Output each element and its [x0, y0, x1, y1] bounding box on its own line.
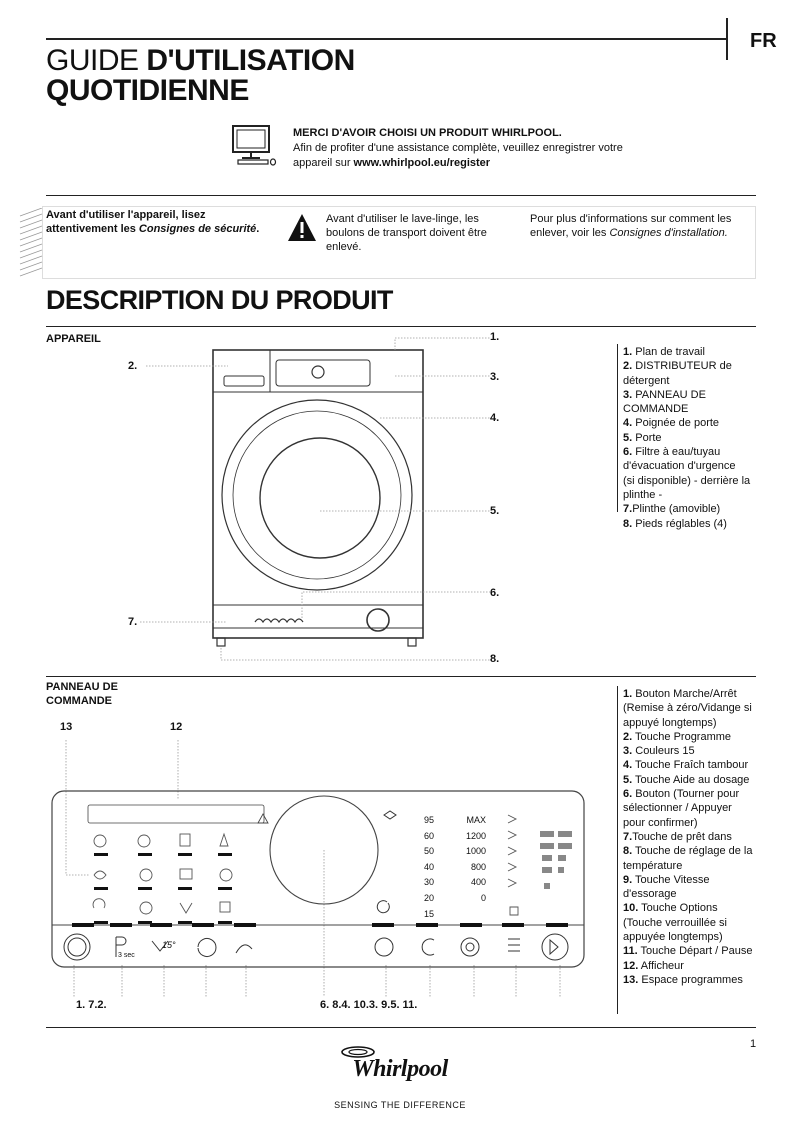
detergent-drawer [224, 376, 264, 386]
legend-item [623, 416, 763, 430]
warning-icon-small [258, 814, 268, 823]
bottom-mid-callouts: 6. 8.4. 10.3. 9.5. 11. [320, 999, 418, 1011]
brand-name: Whirlpool [352, 1056, 448, 1082]
appliance-legend [623, 345, 763, 531]
legend-item [623, 844, 763, 858]
temp-95: 95 [424, 815, 435, 825]
title-bold: D'UTILISATION [146, 44, 355, 77]
speed-1000: 1000 [465, 846, 486, 857]
legend-item [623, 887, 763, 901]
legend-num: 2. [623, 730, 633, 743]
callout-2: 2. [128, 360, 138, 372]
legend-text: Bouton (Tourner pour [632, 788, 740, 801]
legend-item [623, 787, 763, 801]
legend-item [623, 701, 763, 715]
computer-icon [230, 124, 278, 168]
legend-text: Pieds réglables (4) [632, 517, 727, 530]
plinth-pattern [255, 619, 303, 622]
temp-20: 20 [424, 892, 435, 903]
foot-right [408, 638, 416, 646]
legend-text: Touche Fraîch tambour [632, 759, 749, 772]
legend-item [623, 901, 763, 915]
legend-num: 13. [623, 973, 639, 986]
program-hold-label: 3 sec [118, 952, 135, 959]
legend-num: 4. [623, 417, 633, 430]
panel-label-line2: COMMANDE [46, 695, 112, 707]
legend-num: 10. [623, 902, 639, 915]
callout-5: 5. [490, 505, 500, 517]
program-knob [312, 366, 324, 378]
legend-item [623, 816, 763, 830]
legend-item [623, 359, 763, 373]
legend-item [623, 431, 763, 445]
legend-num: 1. [623, 688, 633, 700]
safety-note [46, 208, 276, 236]
legend-item [623, 488, 763, 502]
registration-line2: appareil sur [293, 157, 354, 169]
page-title [46, 46, 355, 106]
brand-logo [330, 1056, 470, 1083]
legend-text: Touche Options [638, 902, 718, 915]
legend-item [623, 345, 763, 359]
legend-item [623, 374, 763, 388]
legend-text: d'évacuation d'urgence [623, 460, 736, 473]
temp-30: 30 [424, 877, 435, 888]
legend-text: PANNEAU DE [632, 388, 706, 401]
legend-item [623, 445, 763, 459]
legend-text: Poignée de porte [632, 417, 720, 430]
speed-column [460, 813, 486, 907]
indicator-bars [72, 853, 568, 927]
legend-text: Touche Aide au dosage [632, 773, 750, 786]
door-outer [222, 400, 412, 590]
legend-text: DISTRIBUTEUR de [632, 360, 732, 373]
speed-800: 800 [470, 861, 486, 872]
legend-text: d'essorage [623, 888, 677, 901]
legend-item [623, 502, 763, 516]
installation-note-prefix: Pour plus d'informations sur comment les enlever, voir les [530, 213, 732, 239]
temperature-column [424, 813, 434, 922]
legend-num: 3. [623, 745, 633, 758]
registration-url[interactable]: www.whirlpool.eu/register [353, 157, 491, 169]
legend-text: détergent [623, 374, 670, 387]
page-number: 1 [750, 1038, 757, 1050]
legend-num: 12. [623, 959, 639, 972]
legend-item [623, 830, 763, 844]
legend-num: 11. [623, 945, 638, 958]
legend-item [623, 687, 763, 701]
legend-item [623, 744, 763, 758]
safety-top-rule [46, 195, 756, 196]
callout-8: 8. [490, 653, 500, 665]
legend-text: (Remise à zéro/Vidange si [623, 702, 752, 715]
legend-num: 9. [623, 873, 633, 886]
callout-4: 4. [490, 412, 500, 424]
callout-13: 13 [60, 721, 73, 733]
legend-item [623, 474, 763, 488]
legend-item [623, 402, 763, 416]
washer-body [213, 350, 423, 638]
registration-text [293, 126, 673, 171]
temp-15: 15 [424, 908, 435, 919]
legend-num: 7. [623, 830, 633, 843]
legend-text: Espace programmes [638, 973, 743, 986]
brand-tagline: SENSING THE DIFFERENCE [334, 1100, 466, 1110]
panel-frame [52, 791, 584, 967]
legend-text: (si disponible) - derrière la [623, 474, 751, 487]
registration-heading: MERCI D'AVOIR CHOISI UN PRODUIT WHIRLPOOL. [293, 127, 562, 139]
language-tag: FR [750, 30, 777, 52]
legend-text: Afficheur [638, 959, 684, 972]
control-panel-illustration [50, 735, 590, 1005]
header-divider [726, 18, 728, 60]
title-line2: QUOTIDIENNE [46, 74, 249, 107]
legend-item [623, 801, 763, 815]
legend-text: (Touche verrouillée si [623, 916, 727, 929]
option-dot-grid [540, 831, 572, 889]
legend-text: Filtre à eau/tuyau [632, 446, 721, 459]
display-window [276, 360, 370, 386]
installation-note [530, 212, 755, 240]
legend-text: plinthe - [623, 488, 663, 501]
program-icons [93, 834, 232, 914]
door-glass [260, 438, 380, 558]
speed-1200: 1200 [465, 830, 486, 841]
panel-rule [46, 676, 756, 677]
transport-bolts-note: Avant d'utiliser le lave-linge, les boulons de transport doivent être enlevé. [326, 213, 487, 253]
legend-num: 1. [623, 346, 633, 358]
legend-text: appuyé longtemps) [623, 716, 717, 729]
section-rule [46, 326, 756, 327]
legend-num: 3. [623, 388, 633, 401]
safety-left-suffix: . [256, 223, 260, 235]
registration-line1: Afin de profiter d'une assistance complète, veuillez enregistrer votre [293, 142, 623, 154]
temp-50: 50 [424, 846, 435, 857]
foot-left [217, 638, 225, 646]
legend-text: appuyée longtemps) [623, 931, 723, 944]
legend-item [623, 973, 763, 987]
safety-instructions-link: Consignes de sécurité [138, 223, 257, 235]
panel-buttons [64, 811, 568, 960]
panel-display [88, 805, 264, 823]
legend-text: Touche de réglage de la [632, 845, 753, 858]
legend-text: Plan de travail [632, 346, 705, 358]
legend-item [623, 916, 763, 930]
legend-item [623, 930, 763, 944]
panel-legend [623, 687, 763, 987]
washer-illustration [120, 330, 510, 670]
legend-text: pour confirmer) [623, 816, 698, 829]
legend-text: Plinthe (amovible) [632, 503, 721, 516]
callout-1: 1. [490, 331, 500, 343]
fresh-temp-label: 15° [162, 940, 176, 950]
safety-left-prefix: attentivement les [46, 223, 139, 235]
panel-legend-divider [617, 686, 618, 1014]
legend-num: 4. [623, 759, 633, 772]
legend-num: 6. [623, 788, 633, 801]
header-rule [46, 38, 726, 40]
legend-num: 7. [623, 503, 633, 516]
legend-num: 8. [623, 517, 633, 530]
legend-text: Bouton Marche/Arrêt [632, 688, 737, 700]
speed-400: 400 [470, 877, 486, 888]
appliance-label: APPAREIL [46, 333, 101, 345]
legend-text: Touche Vitesse [632, 873, 710, 886]
legend-num: 6. [623, 446, 633, 459]
option-icons [508, 815, 518, 915]
safety-left-line1: Avant d'utiliser l'appareil, lisez [46, 209, 206, 221]
speed-0: 0 [480, 892, 486, 903]
legend-item [623, 859, 763, 873]
hatch-decoration [18, 208, 44, 278]
legend-text: Touche de prêt dans [632, 830, 732, 843]
callout-3: 3. [490, 371, 500, 383]
legend-text: température [623, 859, 683, 872]
footer-rule [46, 1027, 756, 1028]
panel-label [46, 680, 118, 708]
legend-text: COMMANDE [623, 403, 689, 416]
installation-link: Consignes d'installation. [609, 227, 728, 239]
legend-text: sélectionner / Appuyer [623, 802, 732, 815]
legend-item [623, 716, 763, 730]
title-normal: GUIDE [46, 44, 147, 77]
legend-num: 2. [623, 360, 633, 373]
legend-num: 5. [623, 773, 633, 786]
legend-item [623, 944, 763, 958]
legend-item [623, 730, 763, 744]
panel-label-line1: PANNEAU DE [46, 681, 118, 693]
legend-item [623, 388, 763, 402]
speed-max: MAX [466, 815, 486, 825]
temp-60: 60 [424, 830, 435, 841]
callout-6: 6. [490, 587, 500, 599]
legend-text: Porte [632, 431, 662, 444]
callout-7: 7. [128, 616, 138, 628]
temp-40: 40 [424, 861, 435, 872]
legend-text: Couleurs 15 [632, 745, 695, 758]
legend-num: 8. [623, 845, 633, 858]
legend-text: Touche Programme [632, 730, 732, 743]
legend-item [623, 959, 763, 973]
legend-num: 5. [623, 431, 633, 444]
callout-12: 12 [170, 721, 183, 733]
legend-item [623, 517, 763, 531]
legend-item [623, 758, 763, 772]
legend-divider [617, 344, 618, 512]
warning-icon [286, 212, 318, 244]
legend-item [623, 773, 763, 787]
legend-item [623, 459, 763, 473]
legend-text: Touche Départ / Pause [637, 945, 753, 958]
bottom-left-callouts: 1. 7.2. [76, 999, 107, 1011]
section-heading: DESCRIPTION DU PRODUIT [46, 285, 393, 315]
legend-item [623, 873, 763, 887]
